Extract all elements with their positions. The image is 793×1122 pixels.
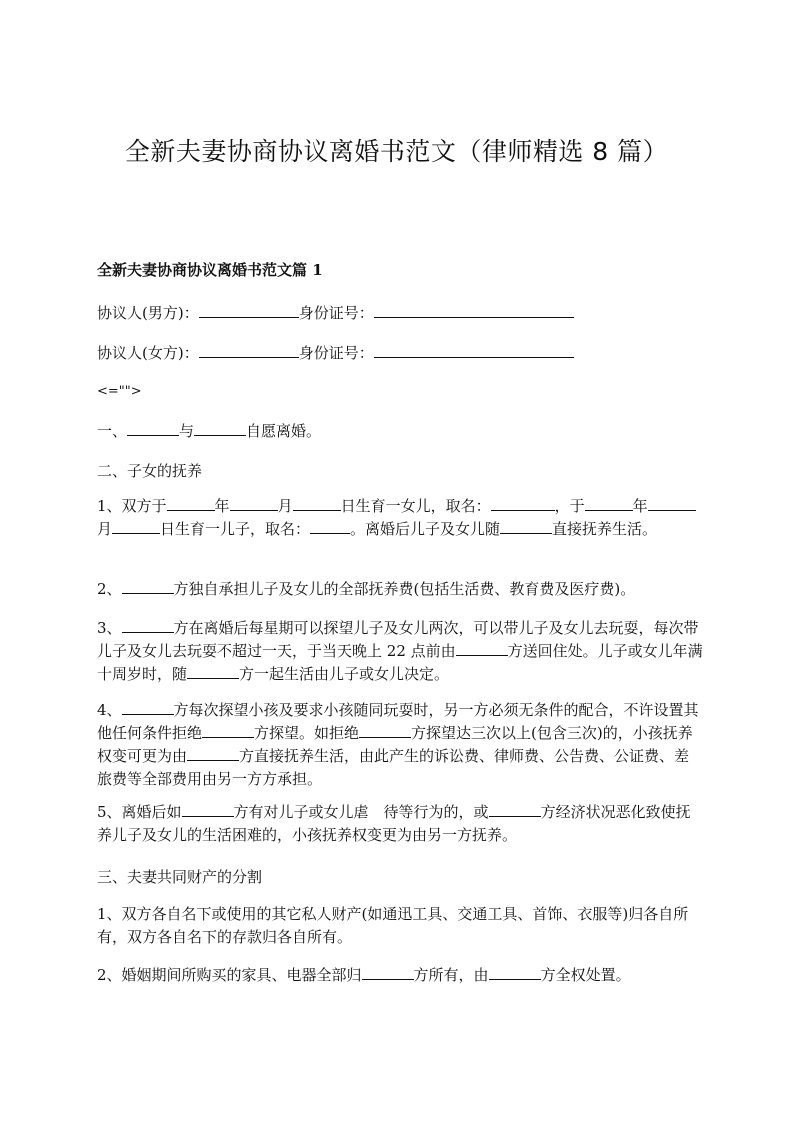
text: 4、 [97,701,122,719]
blank [362,964,414,980]
paragraph-1 [97,495,703,541]
male-party-label: 协议人(男方)： [97,304,199,322]
paragraph-5 [97,801,703,847]
paragraph-2 [97,578,703,601]
text: 年 [632,497,648,515]
female-id-label: 身份证号： [298,344,374,362]
blank [293,495,341,511]
blank [585,495,633,511]
paragraph-4 [97,699,703,791]
blank [230,495,278,511]
blank [456,640,508,656]
heading-child-support: 二、子女的抚养 [97,462,203,480]
paragraph-6: 1、双方各自名下或使用的其它私人财产(如通迅工具、交通工具、首饰、衣服等)归各自所有，双方各自名下的存款归各自所有。 [97,905,689,946]
blank [122,578,174,594]
stray-text: <=""> [97,384,142,399]
blank [187,745,239,761]
text: 方送回住处。儿子或女儿年满十周岁时，随 [97,642,703,683]
item-1-prefix: 一、 [97,422,128,440]
text: 方探望。如拒绝 [254,724,360,742]
text: 日生育一儿子，取名： [160,520,311,538]
blank [491,495,555,511]
text: 方经济状况恶化致使抚养儿子及女儿的生活困难的，小孩抚养权变更为由另一方抚养。 [97,803,691,844]
document-title: 全新夫妻协商协议离婚书范文（律师精选 8 篇） [124,137,669,166]
paragraph-3 [97,617,703,686]
female-name-blank [199,342,299,358]
text: 。离婚后儿子及女儿随 [350,520,501,538]
blank [122,617,174,633]
text: 日生育一女儿，取名： [340,497,491,515]
blank [187,663,239,679]
text: 方一起生活由儿子或女儿决定。 [239,665,450,683]
male-id-label: 身份证号： [298,304,374,322]
blank [122,699,174,715]
blank [489,801,541,817]
item-1-text: 自愿离婚。 [246,422,322,440]
text: 方有对儿子或女儿虐 待等行为的，或 [233,803,489,821]
text: 直接抚养生活。 [552,520,658,538]
male-id-blank [374,302,574,318]
blank [489,964,541,980]
text: 方全权处置。 [540,966,631,984]
text: 方在离婚后每星期可以探望儿子及女儿两次，可以带儿子及女儿去玩耍，每次带儿子及女儿去玩耍不超过一天，于当天晚上 22 点前由 [97,619,699,660]
female-id-blank [374,342,574,358]
text: 年 [214,497,230,515]
text: 5、离婚后如 [97,803,182,821]
blank [648,495,696,511]
paragraph-7 [97,964,703,987]
text: 月 [97,520,113,538]
male-party-line [97,302,703,325]
text: 2、婚姻期间所购买的家具、电器全部归 [97,966,362,984]
text: 方探望达三次以上(包含三次)的，小孩抚养权变可更为由 [97,724,693,765]
blank [182,801,234,817]
text: 3、 [97,619,122,637]
blank [500,518,552,534]
blank [202,722,254,738]
blank [194,420,246,436]
text: 1、双方于 [97,497,167,515]
blank [167,495,215,511]
text: 月 [277,497,293,515]
text: 方独自承担儿子及女儿的全部抚养费(包括生活费、教育费及医疗费)。 [173,580,636,598]
text: 2、 [97,580,122,598]
item-1 [97,420,703,443]
heading-property-division: 三、夫妻共同财产的分割 [97,868,263,886]
female-party-line [97,342,703,365]
section-heading: 全新夫妻协商协议离婚书范文篇 1 [97,261,323,279]
blank [127,420,179,436]
text: 方直接抚养生活，由此产生的诉讼费、律师费、公告费、公证费、差旅费等全部费用由另一方方承担。 [97,747,690,788]
blank [310,518,350,534]
blank [112,518,160,534]
text: 方所有，由 [413,966,489,984]
text: 方每次探望小孩及要求小孩随同玩耍时，另一方必须无条件的配合，不许设置其他任何条件拒绝 [97,701,699,742]
female-party-label: 协议人(女方)： [97,344,199,362]
blank [359,722,411,738]
text: ，于 [554,497,585,515]
item-1-and: 与 [179,422,195,440]
male-name-blank [199,302,299,318]
